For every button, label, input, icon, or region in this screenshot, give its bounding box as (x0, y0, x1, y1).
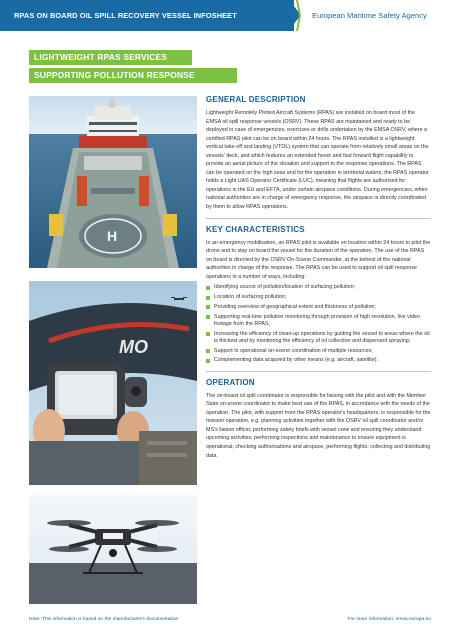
key-characteristics-heading: KEY CHARACTERISTICS (206, 224, 305, 234)
list-item: Support to operational on-scene coordination of multiple resources; (206, 348, 431, 355)
key-characteristics-list (206, 284, 431, 364)
ship-deck-photo (29, 96, 197, 268)
section-divider (206, 371, 431, 372)
page-header (0, 0, 457, 31)
svg-text:MO: MO (119, 337, 148, 357)
section-divider (206, 218, 431, 219)
key-characteristics-text: In an emergency mobilisation, an RPAS pilot is available on location within 24 hours to pilot the drone and to stay on board the vessel for the duration of the operation. The use of the RPAS on board is directed by the OSRV On-Scene Commander, at the behest of the national authorities in charge of the response. The RPAS can be used to support oil spill response operations in a number of ways, including: (206, 239, 431, 280)
main-title-line-2: SUPPORTING POLLUTION RESPONSE (29, 68, 237, 83)
general-description-section (206, 95, 431, 460)
footer-more-info-link[interactable]: For more information: emsa.europa.eu (347, 617, 431, 622)
main-title-line-1: LIGHTWEIGHT RPAS SERVICES (29, 50, 192, 65)
list-item: Increasing the efficiency of clean-up operations by guiding the vessel to areas where the oil is thickest and by monitoring the efficiency of oil collection and dispersant spraying; (206, 331, 431, 345)
list-item: Identifying source of pollution/location of surfacing pollution; (206, 284, 431, 291)
list-item: Supporting real-time pollution monitoring through provision of high resolution, live video footage from the RPAS; (206, 314, 431, 328)
list-item: Complementing data acquired by other means (e.g. aircraft, satellite). (206, 357, 431, 364)
general-description-heading: GENERAL DESCRIPTION (206, 95, 306, 104)
footer-note: Note: This information is based on the manufacturer's documentation (29, 617, 179, 622)
controller-photo (29, 281, 197, 485)
agency-name: European Maritime Safety Agency (312, 11, 427, 20)
general-description-text: Lightweight Remotely Piloted Aircraft Systems (RPAS) are installed on board most of the EMSA oil spill response vessels (OSRV). These RPAS are maintained and ready to be deployed in case of emergencies, exercises or drills undertaken by the EMSA OSRV, where a certified RPAS pilot can be on board within 24 hours. The RPAS installed is a lightweight vertical take-off and landing (VTOL) system that can operate from relatively small areas on the vessels' deck, and which features an extended hover and fast forward flight capability to provide an aerial picture of the situation and support to the response operations. The RPAS can be operated on the high seas and for the operation in territorial waters, the RPAS operator holds a Light UAS Operator Certificate (LUC), meaning that flights are authorised for operations in the EU and EFTA, under certain airspace conditions. During emergencies, when national authorities are in charge of emergency response, the airspace is directly coordinated by them to allow RPAS operations. (206, 110, 429, 211)
list-item: Location of surfacing pollution; (206, 294, 431, 301)
drone-photo (29, 495, 197, 604)
operation-heading: OPERATION (206, 377, 255, 387)
infosheet-title: RPAS ON BOARD OIL SPILL RECOVERY VESSEL INFOSHEET (0, 0, 294, 31)
list-item: Providing overview of geographical extent and thickness of pollution; (206, 304, 431, 311)
svg-text:H: H (107, 228, 118, 244)
operation-text: The on-board oil spill coordinator is responsible for liaising with the pilot and with the Member State on-scene coordinator to make best use of the RPAS, in accordance with the needs of the operation. The pilot, with support from the RPAS operator's headquarters, is responsible for the mission operation, e.g. planning activities together with the OSRV oil spill coordinator and/or MS's liaison officer, performing safety briefs with vessel crew and ensuring they understand upcoming activities, performing inspections and maintenance to ensure equipment is operational, checking authorisations and airspace, performing flights, collecting and distributing data. (206, 392, 431, 459)
